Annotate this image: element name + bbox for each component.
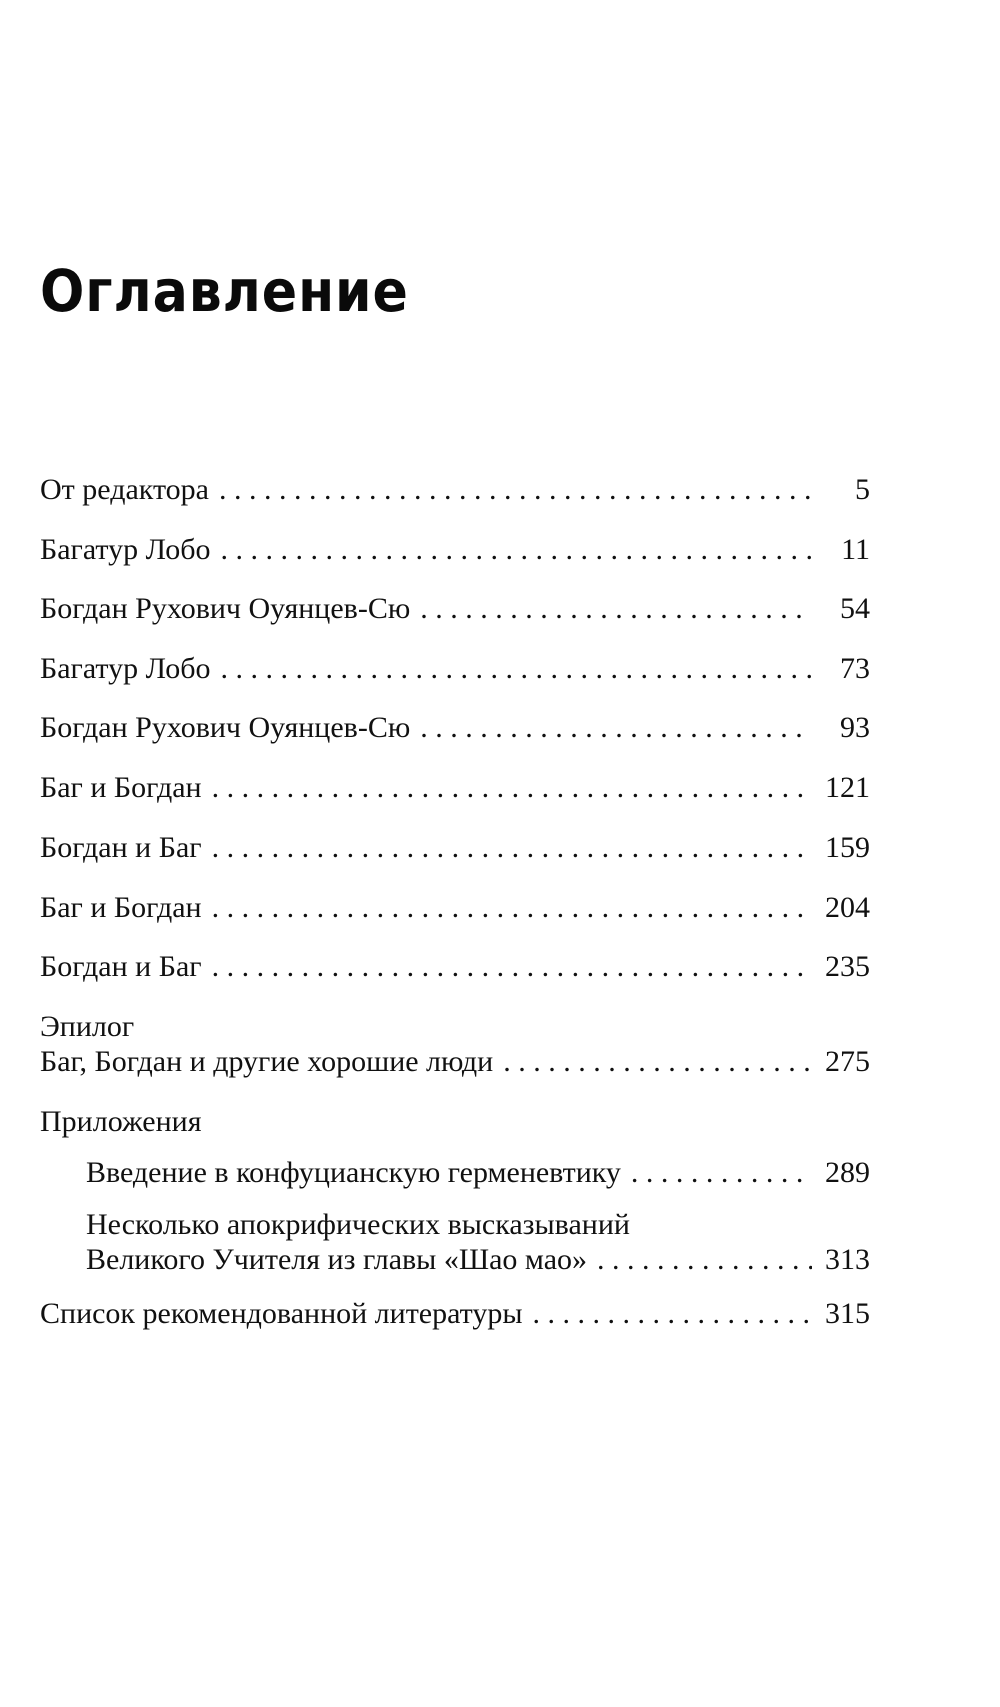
toc-entry[interactable] — [40, 770, 870, 806]
toc-entry[interactable] — [40, 651, 870, 687]
toc-entry-label: Великого Учителя из главы «Шао мао» — [86, 1243, 588, 1276]
toc-entry-label: Богдан Рухович Оуянцев-Сю — [40, 592, 411, 625]
toc-entry-page: 159 — [825, 831, 870, 864]
dot-leader — [533, 1296, 812, 1332]
toc-entry-page: 235 — [825, 950, 870, 983]
toc-entry[interactable] — [40, 532, 870, 568]
dot-leader — [597, 1242, 812, 1278]
toc-entry-appendix[interactable] — [86, 1155, 870, 1191]
epilogue-heading: Эпилог — [40, 1010, 135, 1043]
toc-entry-page: 5 — [855, 473, 870, 506]
toc-entry-label: Баг и Богдан — [40, 771, 202, 804]
toc-entry-page: 289 — [825, 1156, 870, 1189]
toc-entry-page: 313 — [825, 1243, 870, 1276]
page-title: Оглавление — [40, 257, 409, 325]
toc-entry-label: Введение в конфуцианскую герменевтику — [86, 1156, 621, 1189]
dot-leader — [420, 710, 812, 746]
dot-leader — [631, 1155, 812, 1191]
toc-entry-page: 204 — [825, 891, 870, 924]
toc-entry-page: 315 — [825, 1297, 870, 1330]
toc-entry[interactable] — [40, 949, 870, 985]
toc-entry-page: 121 — [825, 771, 870, 804]
toc-entry-label-line1: Несколько апокрифических высказываний — [86, 1208, 630, 1241]
dot-leader — [420, 591, 812, 627]
dot-leader — [220, 651, 812, 687]
toc-entry-page: 275 — [825, 1045, 870, 1078]
toc-entry-page: 11 — [841, 533, 870, 566]
toc-entry-page: 93 — [840, 711, 870, 744]
appendices-heading: Приложения — [40, 1105, 202, 1138]
toc-entry-page: 73 — [840, 652, 870, 685]
dot-leader — [212, 890, 812, 926]
dot-leader — [219, 472, 812, 508]
toc-entry-label: Список рекомендованной литературы — [40, 1297, 523, 1330]
toc-entry[interactable] — [40, 890, 870, 926]
toc-entry[interactable] — [40, 591, 870, 627]
toc-entry-label: От редактора — [40, 473, 209, 506]
toc-entry-bibliography[interactable] — [40, 1296, 870, 1332]
toc-entry-label: Богдан и Баг — [40, 831, 202, 864]
dot-leader — [220, 532, 812, 568]
dot-leader — [212, 949, 812, 985]
toc-entry-label: Багатур Лобо — [40, 652, 211, 685]
toc-entry[interactable] — [40, 472, 870, 508]
toc-entry-appendix[interactable] — [86, 1242, 870, 1278]
dot-leader — [503, 1044, 812, 1080]
toc-entry[interactable] — [40, 830, 870, 866]
dot-leader — [212, 830, 812, 866]
toc-entry-epilogue[interactable] — [40, 1044, 870, 1080]
toc-entry-page: 54 — [840, 592, 870, 625]
toc-entry-label: Баг и Богдан — [40, 891, 202, 924]
toc-entry-label: Богдан Рухович Оуянцев-Сю — [40, 711, 411, 744]
toc-entry-label: Багатур Лобо — [40, 533, 211, 566]
toc-entry[interactable] — [40, 710, 870, 746]
dot-leader — [212, 770, 812, 806]
toc-entry-label: Баг, Богдан и другие хорошие люди — [40, 1045, 494, 1078]
toc-entry-label: Богдан и Баг — [40, 950, 202, 983]
